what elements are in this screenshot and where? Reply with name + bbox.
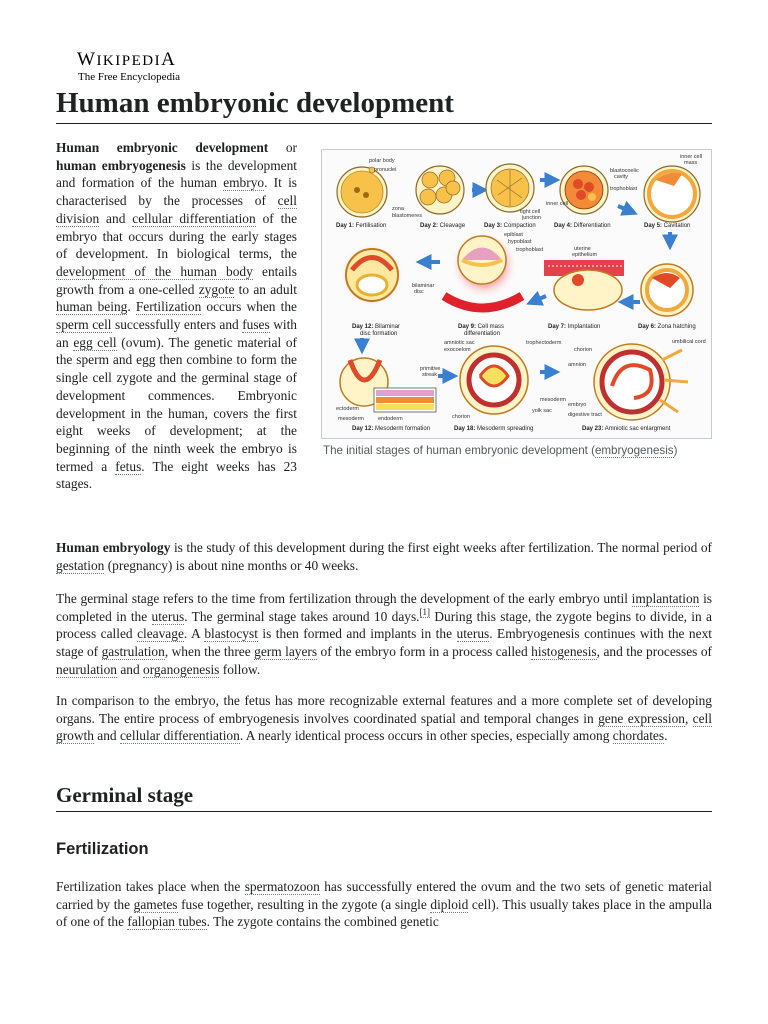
reference-1[interactable]: [1] (419, 607, 431, 618)
heading-germinal-stage: Germinal stage (56, 782, 712, 812)
svg-text:exocoelom: exocoelom (444, 347, 471, 353)
svg-text:mass: mass (684, 160, 698, 166)
link-cell-growth[interactable]: cell growth (56, 710, 712, 744)
svg-text:chorion: chorion (452, 414, 471, 420)
svg-text:Day 4: Differentiation: Day 4: Differentiation (554, 223, 611, 229)
svg-text:digestive tract: digestive tract (568, 412, 602, 418)
svg-text:amnion: amnion (568, 362, 587, 368)
svg-text:Day 7: Implantation: Day 7: Implantation (548, 324, 601, 330)
svg-text:Day 18: Mesoderm spreading: Day 18: Mesoderm spreading (454, 426, 534, 432)
svg-text:amniotic sac: amniotic sac (444, 340, 475, 346)
link-fetus[interactable]: fetus (115, 458, 142, 474)
svg-text:junction: junction (522, 215, 541, 221)
link-gestation[interactable]: gestation (56, 557, 105, 573)
svg-text:ectoderm: ectoderm (336, 406, 359, 412)
link-cellular-differentiation-2[interactable]: cellular differentiation (119, 728, 240, 744)
link-development-of-human-body[interactable]: development of the human body (56, 263, 253, 279)
svg-text:cavity: cavity (614, 174, 629, 180)
svg-text:embryo: embryo (568, 402, 587, 408)
svg-text:Day 5: Cavitation: Day 5: Cavitation (644, 223, 691, 229)
link-egg-cell[interactable]: egg cell (73, 334, 117, 350)
link-blastocyst[interactable]: blastocyst (204, 626, 258, 642)
link-human-being[interactable]: human being (56, 299, 128, 315)
svg-text:streak: streak (422, 372, 437, 378)
svg-text:Day 23: Amniotic sac enlargmen: Day 23: Amniotic sac enlargment (582, 426, 671, 432)
svg-text:Day 9: Cell mass: Day 9: Cell mass (458, 324, 505, 330)
link-uterus-2[interactable]: uterus (456, 626, 490, 642)
wikipedia-logo[interactable] (77, 50, 180, 84)
svg-text:Day 12: Bilaminar: Day 12: Bilaminar (352, 324, 401, 330)
link-gene-expression[interactable]: gene expression (598, 710, 685, 726)
link-cell-division[interactable]: cell division (56, 193, 297, 226)
link-spermatozoon[interactable]: spermatozoon (244, 879, 320, 894)
svg-text:blastocoelic: blastocoelic (610, 168, 639, 174)
link-neurulation[interactable]: neurulation (56, 661, 117, 677)
svg-text:trophoblast: trophoblast (610, 186, 638, 192)
day1-zygote (337, 167, 387, 217)
paragraph-fertilization: Fertilization takes place when the spermatozoon has successfully entered the ovum and the two sets of genetic material carried by the gametes fuse together, resulting in the zygote (a single diploid cell). This usually takes place in the ampulla of one of the fallopian tubes. The zygote contains the combined genetic (56, 879, 712, 930)
day2-cleavage (416, 166, 464, 214)
svg-text:pronuclei: pronuclei (374, 167, 397, 173)
svg-text:zona: zona (392, 206, 404, 212)
link-diploid[interactable]: diploid (430, 896, 469, 912)
link-fallopian-tubes[interactable]: fallopian tubes (127, 914, 207, 930)
svg-text:trophectoderm: trophectoderm (526, 340, 562, 346)
link-gastrulation[interactable]: gastrulation (101, 644, 165, 660)
svg-text:differentiation: differentiation (464, 331, 500, 337)
day18-mesoderm-spreading (460, 346, 528, 414)
intro-paragraph: Human embryonic development or human embryogenesis is the development and formation of the human embryo. It is characterised by the processes of cell division and cellular differentiation of the embryo that occurs during the early stages of development. In biological terms, the development of the human body entails growth from a one-celled zygote to an adult human being. Fertilization occurs when the sperm cell successfully enters and fuses with an egg cell (ovum). The genetic material of the sperm and egg then combine to form the single cell zygote and the germinal stage of development commences. Embryonic development in the human, covers the first eight weeks of development; at the beginning of the ninth week the embryo is termed a fetus. The eight weeks has 23 stages. (56, 140, 298, 492)
svg-text:blastomeres: blastomeres (392, 213, 422, 219)
paragraph-embryology: Human embryology is the study of this development during the first eight weeks after fertilization. The normal period of gestation (pregnancy) is about nine months or 40 weeks. (56, 540, 712, 573)
link-embryogenesis[interactable]: embryogenesis (594, 444, 674, 457)
page-title: Human embryonic development (56, 86, 712, 124)
link-sperm-cell[interactable]: sperm cell (56, 317, 112, 333)
svg-text:Day 2: Cleavage: Day 2: Cleavage (420, 223, 466, 229)
svg-text:polar body: polar body (369, 158, 395, 164)
heading-fertilization: Fertilization (56, 840, 149, 858)
svg-text:inner cell: inner cell (546, 201, 569, 207)
svg-text:inner cell: inner cell (680, 154, 703, 160)
svg-text:umbilical cord: umbilical cord (672, 339, 706, 345)
day6-zona-hatching (641, 264, 693, 316)
link-implantation[interactable]: implantation (631, 591, 700, 606)
embryogenesis-figure (321, 149, 712, 459)
paragraph-comparison: In comparison to the embryo, the fetus has more recognizable external features and a more complete set of developing organs. The entire process of embryogenesis involves coordinated spatial and temporal changes in gene expression, cell growth and cellular differentiation. A nearly identical process occurs in other species, especially among chordates. (56, 693, 712, 744)
svg-text:hypoblast: hypoblast (508, 239, 532, 245)
svg-text:mesoderm: mesoderm (540, 397, 566, 403)
link-chordates[interactable]: chordates (612, 728, 665, 744)
link-germ-layers[interactable]: germ layers (254, 644, 318, 660)
svg-text:mesoderm: mesoderm (338, 416, 364, 422)
svg-text:endoderm: endoderm (378, 416, 403, 422)
svg-text:tight cell: tight cell (520, 209, 541, 215)
day3-compaction (486, 164, 534, 212)
link-embryo[interactable]: embryo (223, 175, 265, 191)
paragraph-germinal: The germinal stage refers to the time from fertilization through the development of the early embryo until implantation is completed in the uterus. The germinal stage takes around 10 days.[1] During this stage, the zygote begins to divide, in a process called cleavage. A blastocyst is then formed and implants in the uterus. Embryogenesis continues with the next stage of gastrulation, when the three germ layers of the embryo form in a process called histogenesis, and the processes of neurulation and organogenesis follow. (56, 591, 712, 677)
day12-bilaminar (340, 243, 404, 307)
logo-wordmark: WIKIPEDIA (77, 49, 177, 70)
day7-implantation (544, 260, 624, 310)
svg-text:Day 3: Compaction: Day 3: Compaction (484, 223, 536, 229)
svg-text:epiblast: epiblast (504, 232, 523, 238)
link-zygote[interactable]: zygote (198, 281, 235, 297)
svg-text:chorion: chorion (574, 347, 593, 353)
svg-text:primitive: primitive (420, 366, 441, 372)
link-fertilization[interactable]: Fertilization (135, 299, 202, 315)
link-cellular-differentiation[interactable]: cellular differentiation (132, 210, 256, 226)
svg-text:trophoblast: trophoblast (516, 247, 544, 253)
svg-text:Day 12: Mesoderm formation: Day 12: Mesoderm formation (352, 426, 431, 432)
svg-text:yolk sac: yolk sac (532, 408, 552, 414)
day23-amniotic-sac (594, 344, 688, 420)
svg-text:uterine: uterine (574, 246, 591, 252)
embryogenesis-diagram[interactable] (321, 149, 712, 439)
embryogenesis-diagram-svg (322, 150, 711, 438)
link-gametes[interactable]: gametes (133, 896, 178, 912)
day5-cavitation (644, 166, 700, 222)
link-fuses[interactable]: fuses (242, 317, 270, 333)
svg-text:bilaminar: bilaminar (412, 283, 435, 289)
svg-text:Day 1: Fertilisation: Day 1: Fertilisation (336, 223, 387, 229)
figure-caption: The initial stages of human embryonic development (embryogenesis) (323, 444, 678, 457)
logo-tagline: The Free Encyclopedia (78, 71, 181, 83)
link-cleavage[interactable]: cleavage (137, 626, 184, 642)
svg-text:disc: disc (414, 289, 424, 295)
link-uterus[interactable]: uterus (151, 608, 185, 624)
svg-text:Day 6: Zona hatching: Day 6: Zona hatching (638, 324, 696, 330)
link-histogenesis[interactable]: histogenesis (531, 644, 597, 660)
link-organogenesis[interactable]: organogenesis (143, 661, 220, 677)
svg-text:epithelium: epithelium (572, 252, 598, 258)
svg-text:disc formation: disc formation (360, 331, 398, 337)
